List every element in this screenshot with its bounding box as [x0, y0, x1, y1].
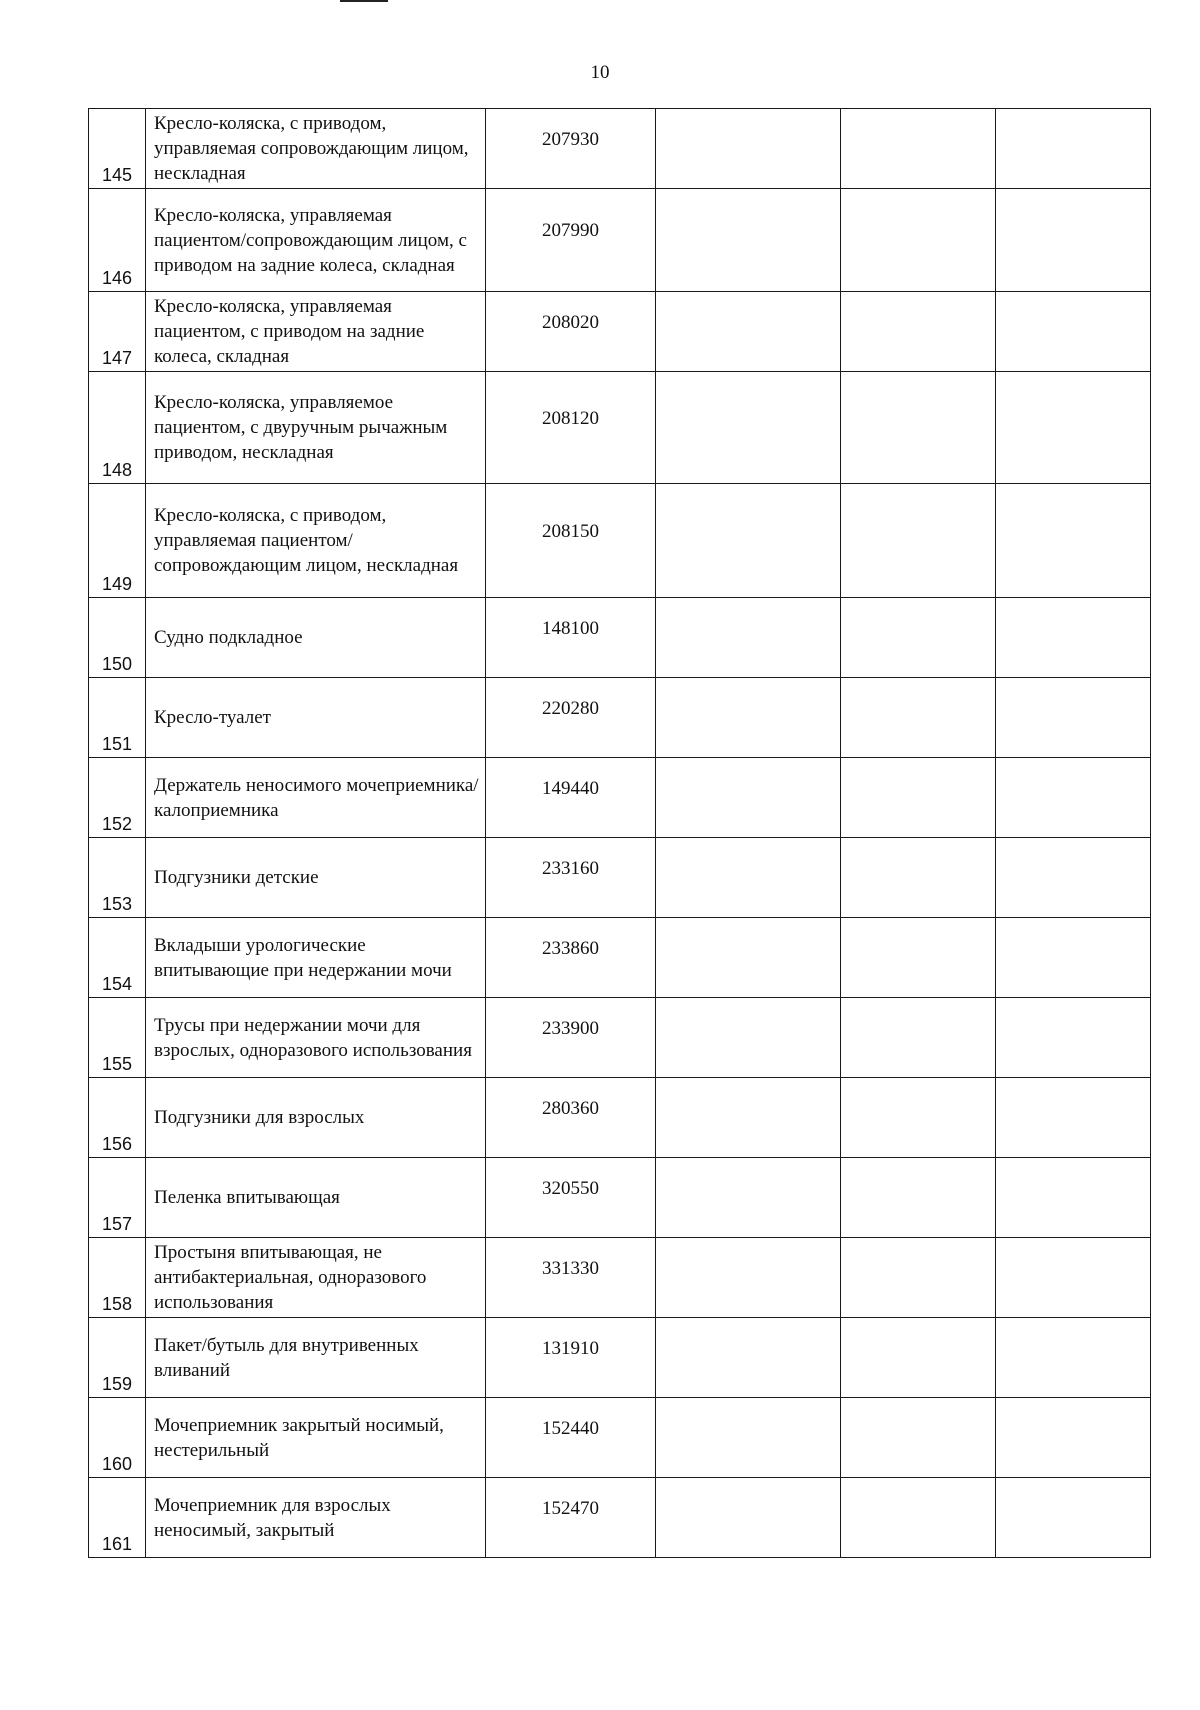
row-number: 161 [89, 1478, 146, 1558]
table-row [89, 598, 1151, 678]
item-code: 208020 [486, 292, 656, 372]
row-number: 147 [89, 292, 146, 372]
item-code: 207930 [486, 109, 656, 189]
row-number: 157 [89, 1158, 146, 1238]
row-number: 156 [89, 1078, 146, 1158]
empty-cell [841, 372, 996, 484]
row-number: 150 [89, 598, 146, 678]
empty-cell [841, 189, 996, 292]
row-number: 149 [89, 484, 146, 598]
empty-cell [656, 109, 841, 189]
empty-cell [656, 998, 841, 1078]
row-number: 152 [89, 758, 146, 838]
empty-cell [656, 1078, 841, 1158]
empty-cell [996, 484, 1151, 598]
table-row [89, 998, 1151, 1078]
row-number: 148 [89, 372, 146, 484]
item-code: 131910 [486, 1318, 656, 1398]
table-row [89, 838, 1151, 918]
empty-cell [656, 372, 841, 484]
item-name: Кресло-коляска, управляемое пациентом, с двуручным рычажным приводом, нескладная [146, 372, 486, 484]
items-table [88, 108, 1151, 1558]
item-code: 320550 [486, 1158, 656, 1238]
item-code: 280360 [486, 1078, 656, 1158]
empty-cell [656, 1398, 841, 1478]
empty-cell [841, 918, 996, 998]
empty-cell [996, 1318, 1151, 1398]
empty-cell [656, 758, 841, 838]
empty-cell [996, 1158, 1151, 1238]
row-number: 145 [89, 109, 146, 189]
item-code: 233160 [486, 838, 656, 918]
table-row [89, 484, 1151, 598]
empty-cell [841, 1238, 996, 1318]
item-code: 152470 [486, 1478, 656, 1558]
item-name: Кресло-туалет [146, 678, 486, 758]
row-number: 155 [89, 998, 146, 1078]
row-number: 153 [89, 838, 146, 918]
item-code: 331330 [486, 1238, 656, 1318]
empty-cell [996, 1478, 1151, 1558]
item-name: Трусы при недержании мочи для взрослых, одноразового использования [146, 998, 486, 1078]
item-name: Держатель неносимого мочеприемника/калоприемника [146, 758, 486, 838]
empty-cell [841, 292, 996, 372]
table-row [89, 758, 1151, 838]
table-row [89, 1478, 1151, 1558]
empty-cell [996, 1078, 1151, 1158]
table-row [89, 292, 1151, 372]
table-row [89, 678, 1151, 758]
row-number: 146 [89, 189, 146, 292]
item-name: Подгузники детские [146, 838, 486, 918]
empty-cell [656, 918, 841, 998]
item-name: Вкладыши урологические впитывающие при недержании мочи [146, 918, 486, 998]
empty-cell [996, 372, 1151, 484]
table-row [89, 1318, 1151, 1398]
empty-cell [656, 1238, 841, 1318]
item-code: 208120 [486, 372, 656, 484]
empty-cell [841, 1078, 996, 1158]
empty-cell [841, 838, 996, 918]
empty-cell [996, 189, 1151, 292]
empty-cell [656, 1318, 841, 1398]
empty-cell [996, 838, 1151, 918]
empty-cell [841, 1158, 996, 1238]
empty-cell [841, 109, 996, 189]
item-code: 233900 [486, 998, 656, 1078]
item-name: Судно подкладное [146, 598, 486, 678]
item-code: 148100 [486, 598, 656, 678]
row-number: 154 [89, 918, 146, 998]
item-name: Мочеприемник закрытый носимый, нестерильный [146, 1398, 486, 1478]
empty-cell [656, 1478, 841, 1558]
empty-cell [996, 292, 1151, 372]
empty-cell [841, 998, 996, 1078]
empty-cell [841, 758, 996, 838]
empty-cell [996, 918, 1151, 998]
empty-cell [841, 1318, 996, 1398]
table-row [89, 1078, 1151, 1158]
empty-cell [656, 838, 841, 918]
empty-cell [656, 292, 841, 372]
table-row [89, 918, 1151, 998]
empty-cell [841, 598, 996, 678]
item-name: Кресло-коляска, управляемая пациентом/сопровождающим лицом, с приводом на задние колеса, складная [146, 189, 486, 292]
empty-cell [996, 1238, 1151, 1318]
empty-cell [841, 484, 996, 598]
item-name: Простыня впитывающая, не антибактериальная, одноразового использования [146, 1238, 486, 1318]
item-name: Кресло-коляска, управляемая пациентом, с приводом на задние колеса, складная [146, 292, 486, 372]
item-code: 220280 [486, 678, 656, 758]
row-number: 158 [89, 1238, 146, 1318]
table-row [89, 1238, 1151, 1318]
item-name: Мочеприемник для взрослых неносимый, закрытый [146, 1478, 486, 1558]
empty-cell [996, 678, 1151, 758]
table-row [89, 109, 1151, 189]
table-row [89, 1158, 1151, 1238]
top-edge-mark [340, 0, 388, 2]
item-name: Пеленка впитывающая [146, 1158, 486, 1238]
item-code: 152440 [486, 1398, 656, 1478]
table-row [89, 189, 1151, 292]
empty-cell [996, 758, 1151, 838]
empty-cell [656, 1158, 841, 1238]
table-row [89, 372, 1151, 484]
row-number: 160 [89, 1398, 146, 1478]
page-number: 10 [590, 62, 610, 83]
item-name: Кресло-коляска, с приводом, управляемая пациентом/сопровождающим лицом, нескладная [146, 484, 486, 598]
empty-cell [996, 598, 1151, 678]
empty-cell [841, 1478, 996, 1558]
item-code: 233860 [486, 918, 656, 998]
item-code: 149440 [486, 758, 656, 838]
item-code: 208150 [486, 484, 656, 598]
empty-cell [656, 598, 841, 678]
row-number: 151 [89, 678, 146, 758]
empty-cell [996, 109, 1151, 189]
item-name: Подгузники для взрослых [146, 1078, 486, 1158]
item-code: 207990 [486, 189, 656, 292]
empty-cell [996, 998, 1151, 1078]
empty-cell [996, 1398, 1151, 1478]
items-table-body [89, 109, 1151, 1558]
empty-cell [656, 484, 841, 598]
empty-cell [656, 189, 841, 292]
row-number: 159 [89, 1318, 146, 1398]
empty-cell [656, 678, 841, 758]
table-row [89, 1398, 1151, 1478]
empty-cell [841, 1398, 996, 1478]
item-name: Кресло-коляска, с приводом, управляемая сопровождающим лицом, нескладная [146, 109, 486, 189]
item-name: Пакет/бутыль для внутривенных вливаний [146, 1318, 486, 1398]
empty-cell [841, 678, 996, 758]
